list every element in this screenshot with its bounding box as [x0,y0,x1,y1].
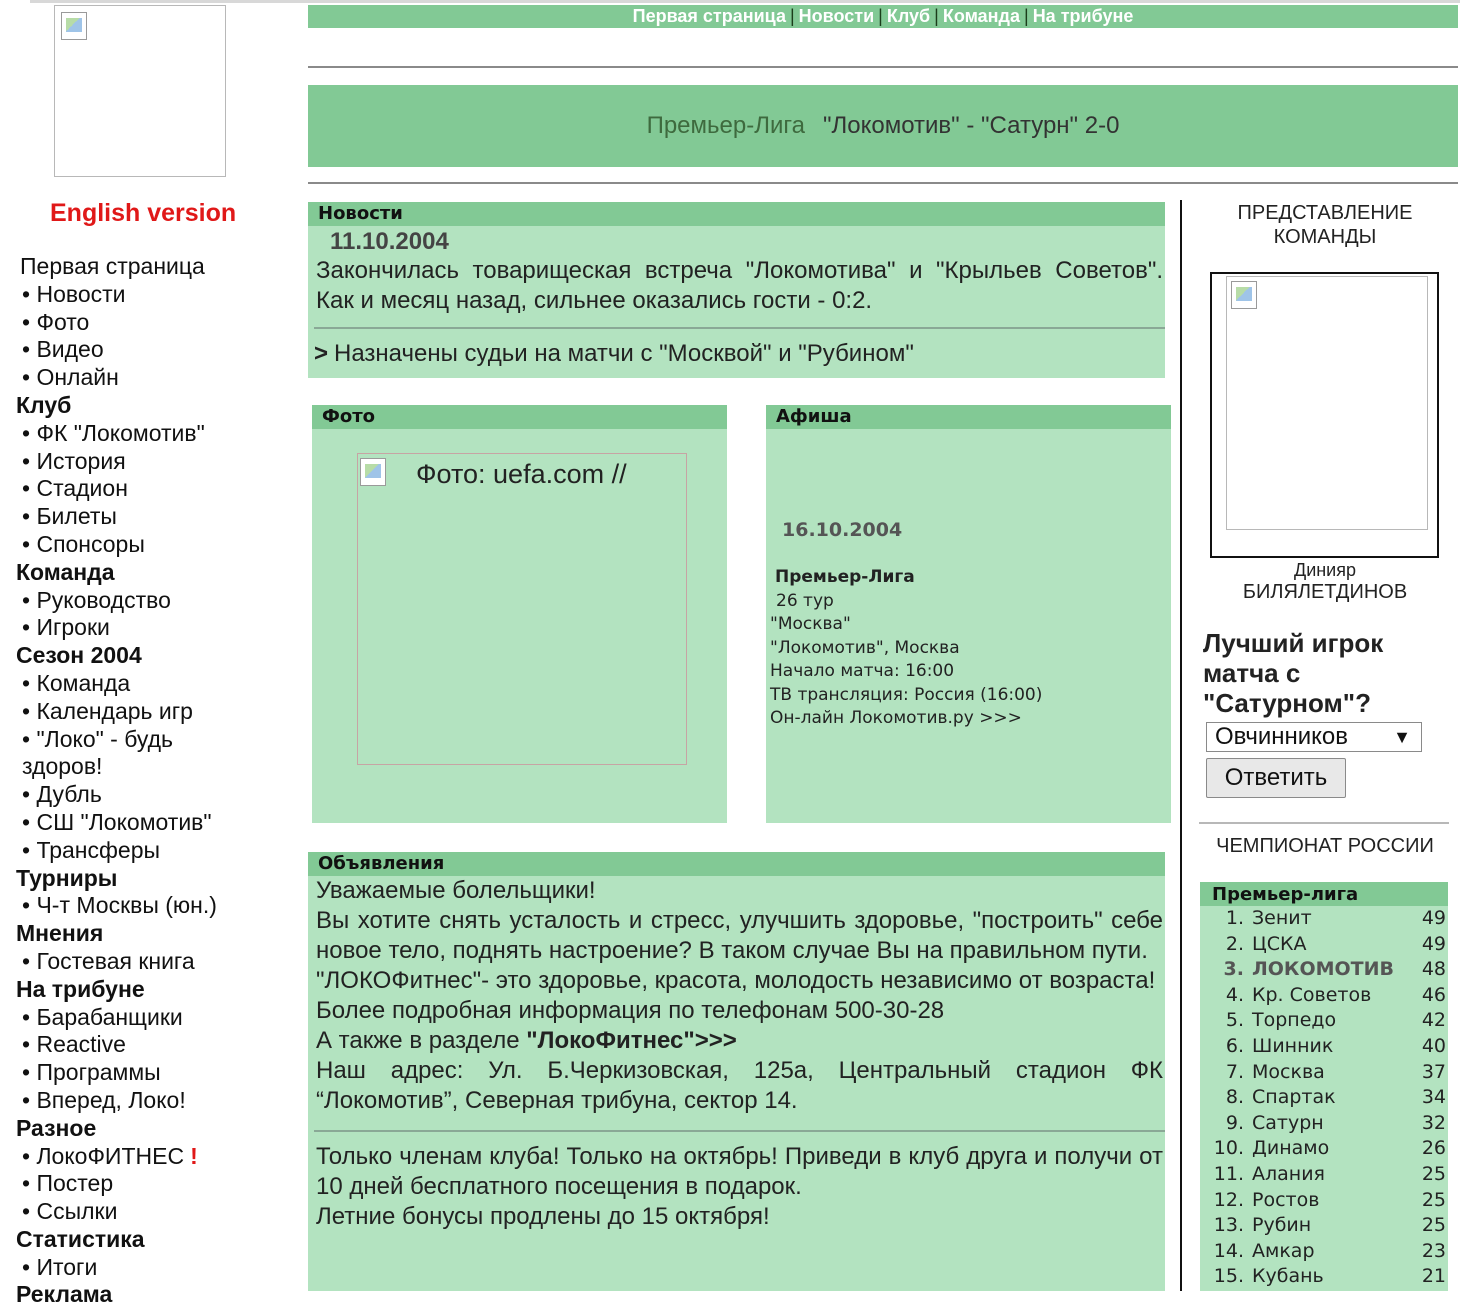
standings-team [1208,1008,1336,1034]
standings-row[interactable] [1200,1188,1448,1214]
nav-link-31[interactable] [16,1143,252,1171]
nav-label: Статистика [16,1225,145,1252]
standings-points: 37 [1421,1060,1446,1083]
nav-label: Ссылки [36,1198,118,1225]
nav-label: Видео [36,336,104,363]
standings-team-name: ЛОКОМОТИВ [1252,958,1395,981]
nav-label: СШ "Локомотив" [36,808,212,835]
banner-league: Премьер-Лига [646,112,805,139]
standings-points: 21 [1421,1265,1446,1288]
nav-label: Мнения [16,920,104,947]
column-divider [1180,200,1182,1291]
standings-row[interactable] [1200,1239,1448,1265]
match-banner[interactable] [308,85,1458,167]
standings-team [1208,1136,1329,1162]
standings-team [1208,932,1307,958]
nav-label: Программы [36,1059,161,1086]
nav-link-2[interactable] [16,309,252,337]
standings-row[interactable] [1200,983,1448,1009]
nav-label: ФК "Локомотив" [36,419,205,446]
player-image [1226,276,1428,530]
nav-label: Трансферы [36,836,161,863]
standings-row[interactable] [1200,1213,1448,1239]
nav-label: Спонсоры [36,530,145,557]
nav-label: Дубль [36,781,102,808]
banner-match: "Локомотив" - "Сатурн" 2-0 [822,112,1120,139]
nav-separator: | [789,6,795,26]
top-nav-link-3[interactable]: Команда [942,6,1020,26]
standings-team-name: ЦСКА [1252,932,1307,955]
standings-pos: 15. [1213,1265,1244,1288]
championship-title: ЧЕМПИОНАТ РОССИИ [1216,835,1434,857]
standings-row[interactable] [1200,1162,1448,1188]
standings-pos: 14. [1213,1239,1244,1262]
standings-points: 42 [1421,1009,1446,1032]
nav-label: Reactive [36,1031,126,1058]
afisha-opponent: "Москва" [770,614,851,634]
standings-team [1208,906,1312,932]
afisha-panel [766,405,1171,823]
afisha-venue: "Локомотив", Москва [770,637,960,658]
standings-team [1208,1034,1333,1060]
nav-link-28[interactable] [16,1059,252,1087]
nav-label: Барабанщики [36,1003,183,1030]
top-nav-link-0[interactable]: Первая страница [632,6,786,26]
standings-team-name: Зенит [1252,907,1312,929]
standings-points: 32 [1421,1111,1446,1134]
nav-label: Стадион [36,475,128,502]
nav-label: Команда [16,558,115,585]
nav-label: "Локо" - будь здоров! [22,725,174,780]
nav-section-14[interactable] [16,642,252,670]
ads-prefix: А также в разделе [316,1027,527,1054]
ads-paragraph: Вы хотите снять усталость и стресс, улучшить здоровье, "построить" себе новое тело, поднять настроение? В таком случае Вы на правильном пути. [316,907,1163,964]
standings-team-name: Динамо [1252,1137,1330,1160]
standings-points: 34 [1421,1086,1446,1109]
standings-league: Премьер-лига [1200,882,1448,906]
player-photo[interactable] [1210,272,1439,558]
standings-pos: 4. [1225,983,1244,1006]
standings-pos: 5. [1225,1009,1244,1032]
ads-paragraph: Только членам клуба! Только на октябрь! Приведи в клуб друга и получи от 10 дней бесплатного посещения в подарок. [316,1143,1163,1200]
nav-label: Постер [36,1170,114,1197]
team-presentation-title: ПРЕДСТАВЛЕНИЕ КОМАНДЫ [1237,202,1413,248]
nav-label: Сезон 2004 [16,642,142,669]
afisha-kickoff: Начало матча: 16:00 [770,661,955,681]
nav-link-0[interactable] [16,253,252,281]
poll-select[interactable] [1206,722,1422,752]
nav-label: История [36,447,126,474]
standings-team [1208,1188,1319,1214]
standings-pos: 3. [1223,958,1244,981]
standings-team [1208,1213,1311,1239]
broken-image-icon [1231,281,1257,309]
standings-points: 49 [1421,907,1446,929]
standings-points: 25 [1421,1188,1446,1211]
standings-team [1208,1060,1325,1086]
poll-question: Лучший игрок матча с "Сатурном"? [1203,628,1384,718]
standings-row[interactable] [1200,1085,1448,1111]
standings-team-name: Москва [1252,1060,1325,1083]
foto-panel [312,405,727,823]
standings-pos: 10. [1213,1137,1244,1160]
standings-points: 26 [1421,1137,1446,1160]
standings-pos: 1. [1225,907,1244,929]
ads-paragraph: "ЛОКОФитнес"- это здоровье, красота, молодость независимо от возраста! [316,967,1156,994]
nav-section-5[interactable] [16,392,252,420]
afisha-league: Премьер-Лига [775,567,915,587]
nav-label: Руководство [36,586,171,613]
standings-row[interactable] [1200,1111,1448,1137]
broken-image-icon [61,12,87,40]
ads-paragraph: Летние бонусы продлены до 15 октября! [316,1203,770,1230]
dropdown-arrow-icon: ▼ [1393,727,1411,747]
standings-team-name: Ростов [1252,1188,1320,1211]
divider [1199,822,1449,824]
nav-link-8[interactable] [16,475,252,503]
nav-section-34[interactable] [16,1226,252,1254]
player-first-name: Динияр [1294,560,1356,580]
nav-separator: | [934,6,939,26]
standings-team-name: Торпедо [1252,1009,1337,1032]
standings-points: 40 [1421,1034,1446,1057]
nav-section-11[interactable] [16,559,252,587]
standings-team-name: Амкар [1252,1239,1315,1262]
standings-team [1208,1085,1336,1111]
club-logo[interactable] [54,5,226,177]
top-nav-link-2[interactable]: Клуб [886,6,931,26]
news-link[interactable] [308,339,1165,369]
nav-link-7[interactable] [16,448,252,476]
news-divider [314,327,1165,329]
nav-label: На трибуне [16,975,145,1002]
standings-pos: 13. [1213,1214,1244,1237]
news-text[interactable]: Закончилась товарищеская встреча "Локомотива" и "Крыльев Советов". Как и месяц назад, сильнее оказались гости - 0:2. [316,257,1163,314]
nav-label: Турниры [16,864,118,891]
ads-divider [314,1130,1165,1132]
news-panel [308,202,1165,378]
standings-points: 25 [1421,1214,1446,1237]
poll-submit-button[interactable]: Ответить [1206,758,1346,798]
nav-link-9[interactable] [16,503,252,531]
ads-paragraph: Более подробная информация по телефонам 500-30-28 [316,997,945,1024]
nav-label: Первая страница [20,253,205,279]
foto-title: Фото [312,405,727,429]
nav-link-15[interactable] [16,670,252,698]
nav-label: Клуб [16,391,72,418]
standings-team-name: Алания [1252,1162,1325,1185]
nav-label: Вперед, Локо! [36,1086,186,1113]
news-link-text[interactable]: Назначены судьи на матчи с "Москвой" и "Рубином" [334,340,914,367]
standings-team [1208,1111,1324,1137]
ads-text [308,876,1165,1116]
broken-image-icon [360,458,386,486]
standings-row[interactable] [1200,1264,1448,1290]
nav-link-22[interactable] [16,892,252,920]
nav-link-17[interactable] [16,726,252,782]
divider [308,66,1458,68]
nav-label: Фото [36,308,90,335]
standings-pos: 9. [1225,1111,1244,1134]
standings-pos: 7. [1225,1060,1244,1083]
standings-row[interactable] [1200,906,1448,932]
ads-panel [308,852,1165,1291]
top-border [30,0,1460,3]
nav-link-26[interactable] [16,1004,252,1032]
nav-link-27[interactable] [16,1031,252,1059]
nav-label: Онлайн [36,364,119,391]
nav-link-19[interactable] [16,809,252,837]
standings-team-name: Спартак [1252,1086,1336,1109]
standings-team [1208,1239,1315,1265]
nav-section-36[interactable] [16,1281,252,1309]
standings-team [1208,983,1371,1009]
nav-section-30[interactable] [16,1115,252,1143]
top-nav-link-1[interactable]: Новости [798,6,875,26]
left-navigation [16,253,252,1309]
photo-caption: Фото: uefa.com // [416,459,627,489]
nav-link-16[interactable] [16,698,252,726]
nav-section-25[interactable] [16,976,252,1004]
exclamation-mark: ! [190,1142,198,1169]
nav-link-20[interactable] [16,837,252,865]
nav-link-10[interactable] [16,531,252,559]
standings-row[interactable] [1200,1136,1448,1162]
english-version-link[interactable]: English version [50,199,237,227]
nav-link-6[interactable] [16,420,252,448]
nav-label: Новости [36,280,126,307]
afisha-details [770,566,1042,731]
standings-row[interactable] [1200,1008,1448,1034]
nav-link-33[interactable] [16,1198,252,1226]
standings-team-name: Сатурн [1252,1111,1324,1134]
standings-team [1208,1162,1325,1188]
standings-pos: 6. [1225,1034,1244,1057]
standings-table [1200,882,1448,1291]
nav-label: Билеты [36,503,117,530]
ads-paragraph: Уважаемые болельщики! [316,877,596,904]
standings-team [1208,1264,1324,1290]
nav-link-24[interactable] [16,948,252,976]
standings-team-name: Кубань [1252,1265,1324,1288]
nav-link-35[interactable] [16,1254,252,1282]
afisha-tv: ТВ трансляция: Россия (16:00) [770,684,1043,705]
standings-pos: 11. [1213,1162,1244,1185]
news-date: 11.10.2004 [330,228,449,255]
ads-paragraph [316,1026,1163,1056]
standings-pos: 8. [1225,1086,1244,1109]
top-navigation [308,5,1458,28]
standings-team [1208,957,1394,983]
nav-separator: | [878,6,883,26]
nav-link-29[interactable] [16,1087,252,1115]
standings-row[interactable] [1200,1060,1448,1086]
poll-selected-value: Овчинников [1215,723,1349,750]
news-title: Новости [308,202,1165,226]
ads-title: Объявления [308,852,1165,876]
nav-label: Команда [36,669,131,696]
player-name[interactable] [1202,560,1448,604]
nav-link-32[interactable] [16,1170,252,1198]
nav-label: Игроки [36,614,110,641]
nav-link-18[interactable] [16,781,252,809]
photo-frame[interactable] [357,453,687,765]
nav-link-3[interactable] [16,336,252,364]
nav-section-23[interactable] [16,920,252,948]
ads-paragraph: Наш адрес: Ул. Б.Черкизовская, 125а, Центральный стадион ФК “Локомотив”, Северная трибуна, сектор 14. [316,1057,1163,1114]
player-last-name: БИЛЯЛЕТДИНОВ [1242,581,1408,603]
nav-separator: | [1024,6,1029,26]
afisha-online-link[interactable]: Он-лайн Локомотив.ру >>> [770,708,1022,728]
nav-label: ЛокоФИТНЕС [36,1142,185,1169]
afisha-date: 16.10.2004 [782,519,903,541]
lokofitness-link[interactable]: "ЛокоФитнес">>> [526,1027,737,1054]
standings-pos: 12. [1213,1188,1244,1211]
standings-row[interactable] [1200,957,1448,983]
standings-pos: 2. [1225,932,1244,955]
ads-text-2 [308,1142,1165,1232]
standings-points: 25 [1421,1162,1446,1185]
nav-label: Гостевая книга [36,947,195,974]
afisha-round: 26 тур [776,590,834,611]
standings-team-name: Рубин [1252,1214,1312,1237]
nav-section-21[interactable] [16,865,252,893]
nav-link-4[interactable] [16,364,252,392]
standings-points: 46 [1421,983,1446,1006]
divider [308,182,1458,184]
nav-label: Ч-т Москвы (юн.) [36,892,217,919]
standings-row[interactable] [1200,932,1448,958]
arrow-marker: > [314,340,329,367]
standings-row[interactable] [1200,1034,1448,1060]
standings-team-name: Кр. Советов [1252,983,1372,1006]
standings-points: 23 [1421,1239,1446,1262]
nav-label: Разное [16,1114,97,1141]
standings-team-name: Шинник [1252,1034,1334,1057]
standings-points: 49 [1421,932,1446,955]
nav-link-13[interactable] [16,614,252,642]
nav-label: Итоги [36,1253,98,1280]
afisha-title: Афиша [766,405,1171,429]
nav-link-1[interactable] [16,281,252,309]
nav-label: Реклама [16,1281,113,1308]
standings-points: 48 [1421,958,1446,981]
nav-label: Календарь игр [36,697,193,724]
top-nav-link-4[interactable]: На трибуне [1032,6,1134,26]
nav-link-12[interactable] [16,587,252,615]
